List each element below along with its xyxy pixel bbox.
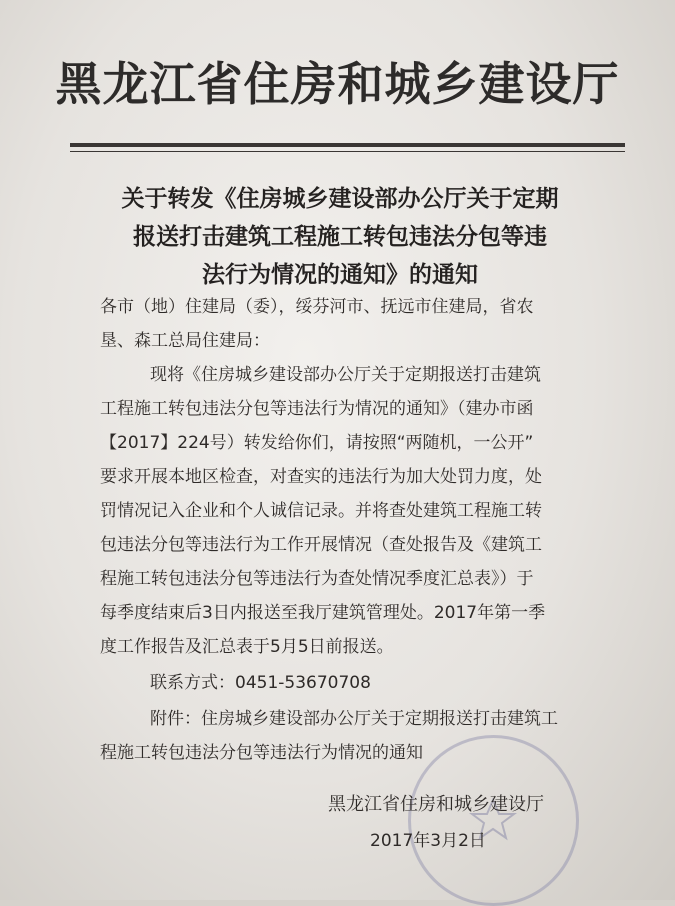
letterhead-divider-thin xyxy=(70,151,625,152)
letterhead-title: 黑龙江省住房和城乡建设厅 xyxy=(55,57,620,111)
document-title-line-2: 报送打击建筑工程施工转包违法分包等违 xyxy=(133,224,547,250)
body-line-6: 包违法分包等违法行为工作开展情况（查处报告及《建筑工 xyxy=(100,535,542,555)
official-seal xyxy=(408,735,579,906)
body-line-5: 罚情况记入企业和个人诚信记录。并将查处建筑工程施工转 xyxy=(100,501,542,521)
body-line-3: 【2017】224号）转发给你们，请按照“两随机，一公开” xyxy=(100,433,534,453)
issue-date: 2017年3月2日 xyxy=(370,831,486,851)
recipients-line-2: 垦、森工总局住建局： xyxy=(100,331,270,351)
contact-info: 联系方式：0451-53670708 xyxy=(150,673,371,693)
letterhead-divider-thick xyxy=(70,143,625,147)
document-title-line-3: 法行为情况的通知》的通知 xyxy=(202,262,478,288)
body-line-8: 每季度结束后3日内报送至我厅建筑管理处。2017年第一季 xyxy=(100,603,546,623)
recipients-line-1: 各市（地）住建局（委），绥芬河市、抚远市住建局，省农 xyxy=(100,297,534,317)
body-line-9: 度工作报告及汇总表于5月5日前报送。 xyxy=(100,637,394,657)
body-line-2: 工程施工转包违法分包等违法行为情况的通知》（建办市函 xyxy=(100,399,534,419)
document-title-line-1: 关于转发《住房城乡建设部办公厅关于定期 xyxy=(121,186,559,212)
body-line-1: 现将《住房城乡建设部办公厅关于定期报送打击建筑 xyxy=(150,365,541,385)
seal-star-icon xyxy=(411,738,576,903)
body-line-4: 要求开展本地区检查，对查实的违法行为加大处罚力度，处 xyxy=(100,467,542,487)
attachment-line-2: 程施工转包违法分包等违法行为情况的通知 xyxy=(100,743,423,763)
body-line-7: 程施工转包违法分包等违法行为查处情况季度汇总表》）于 xyxy=(100,569,534,589)
attachment-line-1: 附件：住房城乡建设部办公厅关于定期报送打击建筑工 xyxy=(150,709,558,729)
signature-issuer: 黑龙江省住房和城乡建设厅 xyxy=(328,794,544,815)
